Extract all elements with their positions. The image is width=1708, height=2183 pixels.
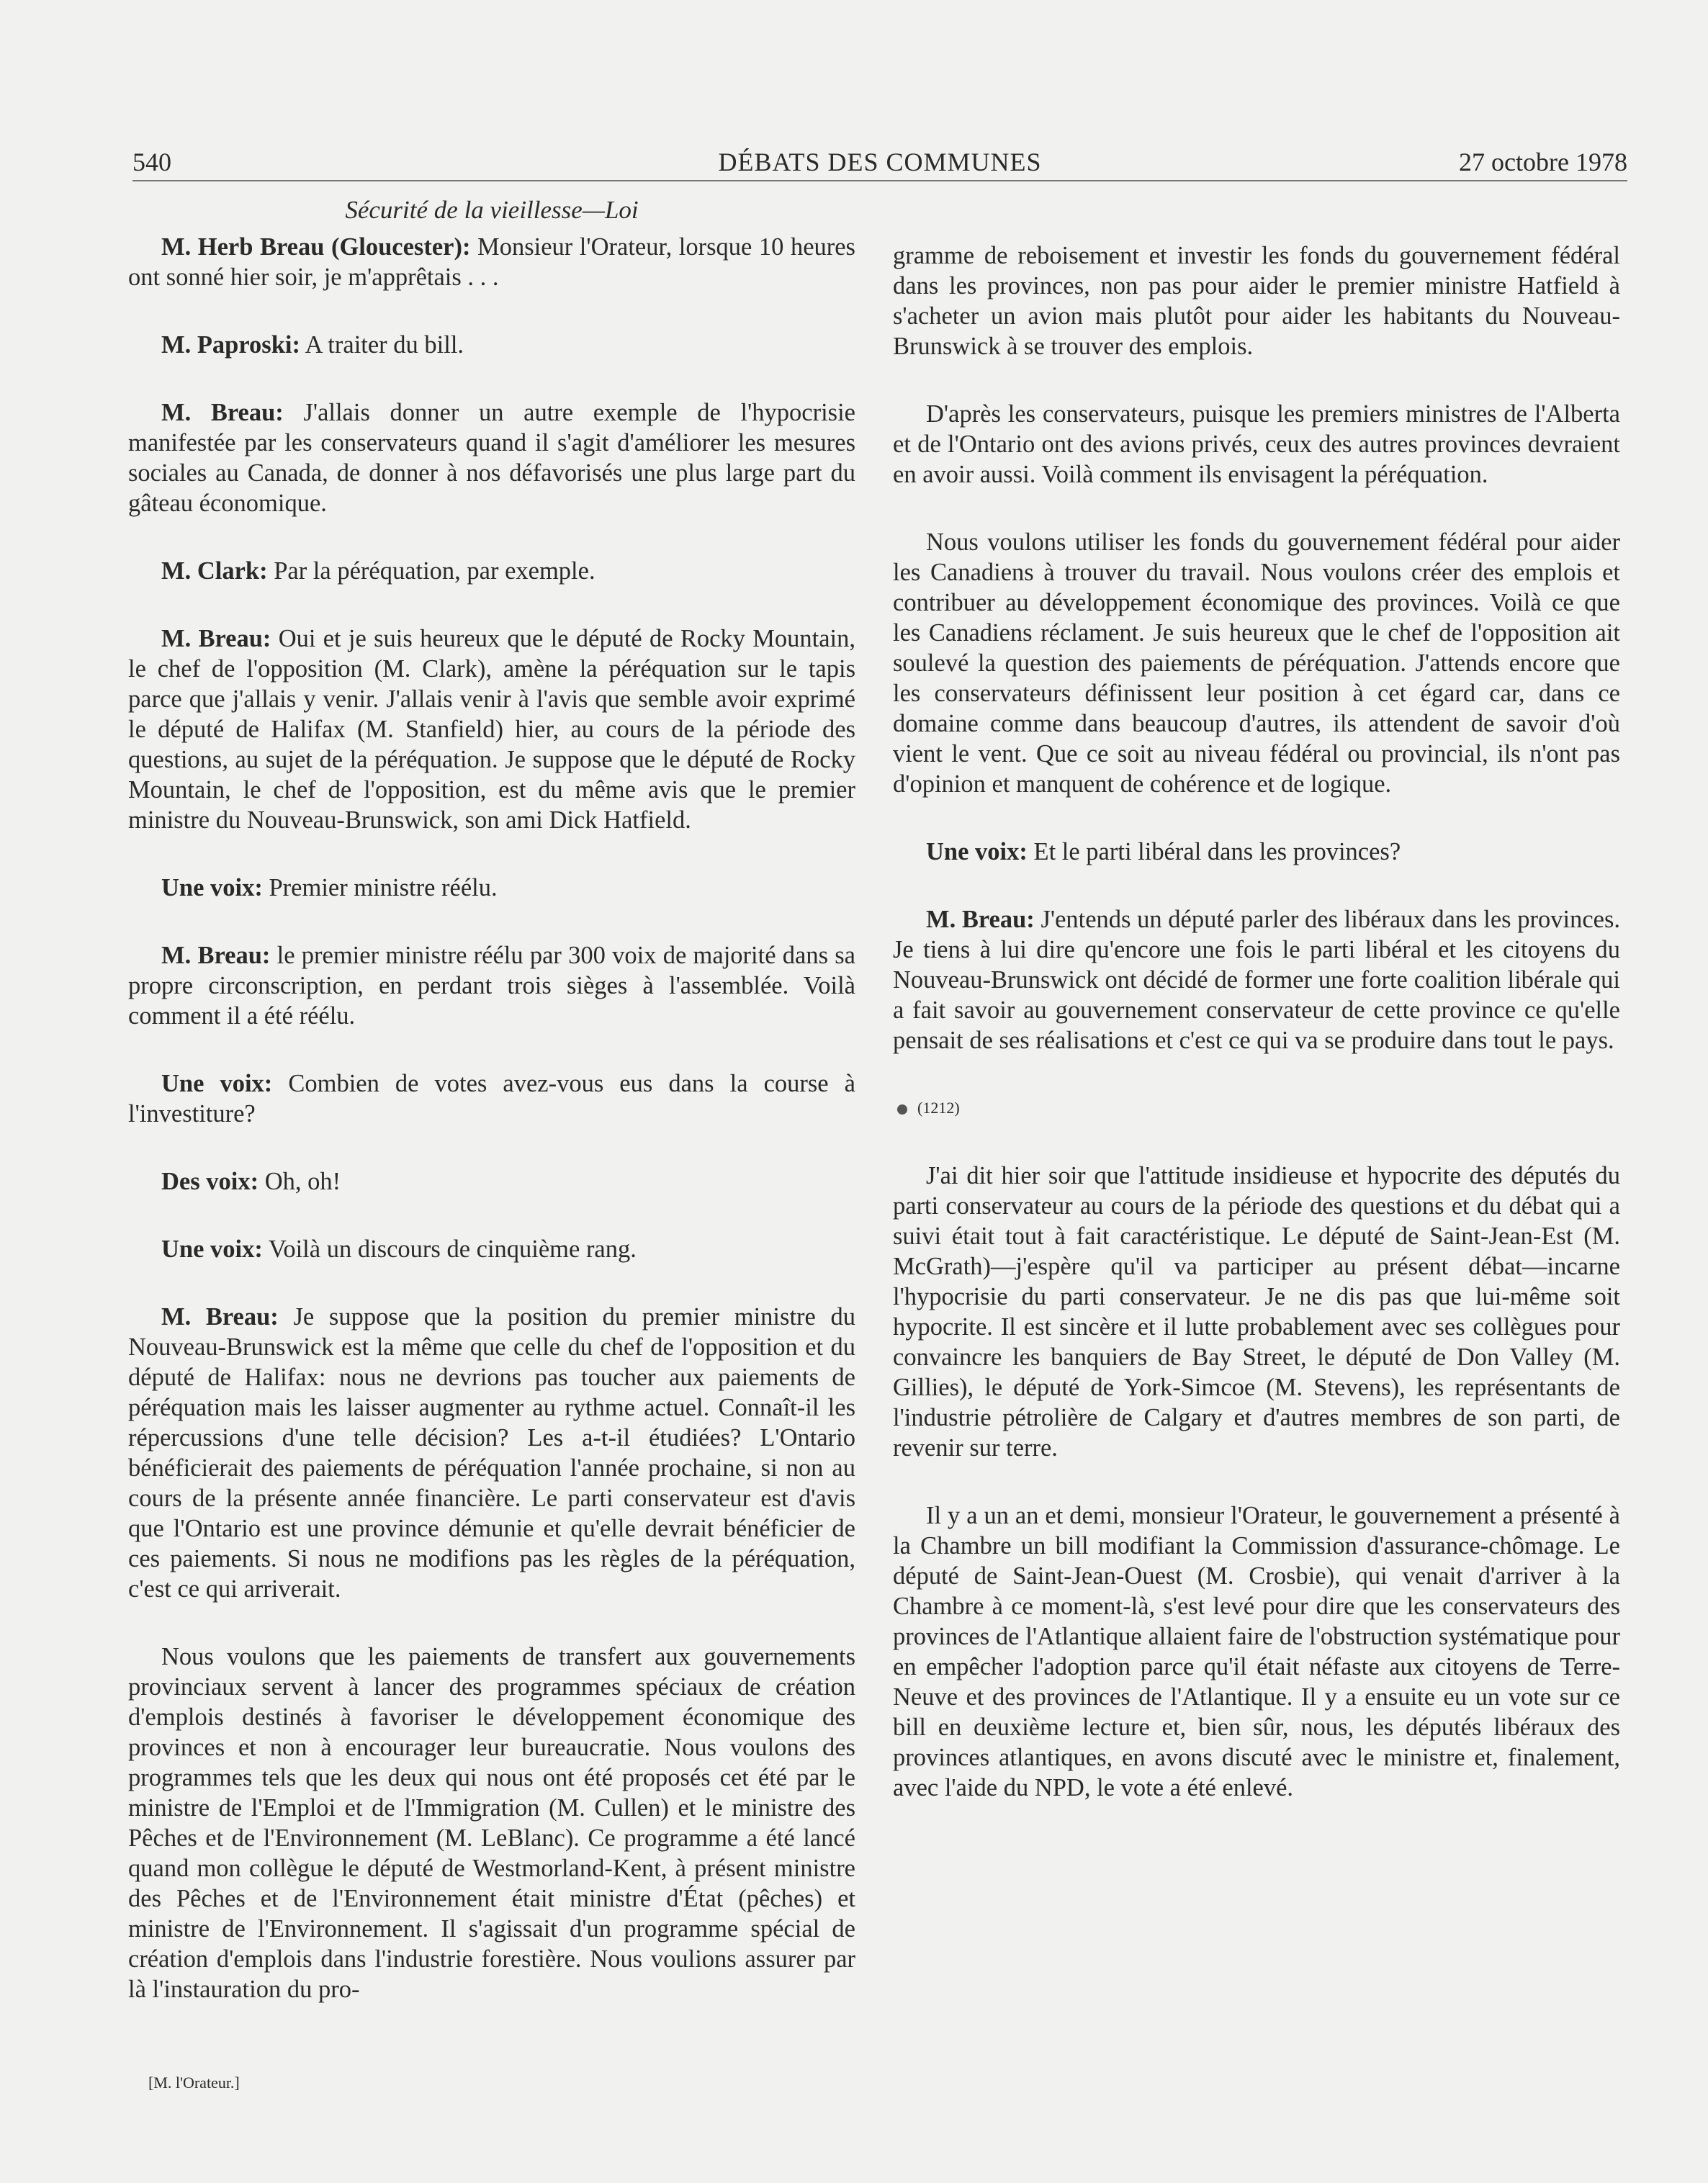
paragraph — [128, 397, 855, 518]
paragraph — [893, 399, 1620, 490]
speaker-name: M. Clark: — [161, 557, 268, 585]
paragraph — [128, 1234, 855, 1264]
paragraph — [128, 232, 855, 292]
left-paragraphs — [128, 232, 855, 2004]
paragraph — [128, 556, 855, 586]
publication-title: DÉBATS DES COMMUNES — [718, 148, 1042, 176]
time-marker — [893, 1093, 1620, 1123]
paragraph-text: Voilà un discours de cinquième rang. — [262, 1235, 637, 1263]
paragraph-text: Premier ministre réélu. — [262, 874, 498, 901]
speaker-name: M. Breau: — [161, 1303, 279, 1331]
paragraph-text: A traiter du bill. — [300, 331, 464, 359]
paragraph-text: le premier ministre réélu par 300 voix de majorité dans sa propre circonscription, en perdant trois sièges à l'assemblée. Voilà comment il a été réélu. — [128, 942, 855, 1030]
paragraph-text: Combien de votes avez-vous eus dans la course à l'investiture? — [128, 1070, 855, 1127]
paragraph — [128, 624, 855, 835]
page-header — [132, 140, 1627, 184]
paragraph-text: J'allais donner un autre exemple de l'hypocrisie manifestée par les conservateurs quand il s'agit d'améliorer les mesures sociales au Canada, de donner à nos défavorisés une plus large part du gâteau économique. — [128, 399, 855, 517]
speaker-name: Une voix: — [161, 1070, 273, 1097]
paragraph — [128, 940, 855, 1031]
speaker-name: M. Breau: — [926, 906, 1035, 933]
speaker-name: Une voix: — [161, 874, 263, 901]
right-paragraphs-after — [893, 1161, 1620, 1803]
paragraph-text: J'ai dit hier soir que l'attitude insidieuse et hypocrite des députés du parti conservateur au cours de la période des questions et du débat qui a suivi était tout à fait caractéristique. Le député de Saint-Jean-Est (M. McGrath)—j'espère qu'il va participer au présent débat—incarne l'hypocrisie du parti conservateur. Je ne dis pas que lui-même soit hypocrite. Il est sincère et il lutte probablement avec ses collègues pour convaincre les banquiers de Bay Street, le député de Don Valley (M. Gillies), le député de York-Simcoe (M. Stevens), les représentants de l'industrie pétrolière de Calgary et d'autres membres de son parti, de revenir sur terre. — [893, 1162, 1620, 1462]
speaker-name: M. Breau: — [161, 625, 271, 652]
paragraph-text: Il y a un an et demi, monsieur l'Orateur, le gouvernement a présenté à la Chambre un bill modifiant la Commission d'assurance-chômage. Le député de Saint-Jean-Ouest (M. Crosbie), qui venait d'arriver à la Chambre à ce moment-là, s'est levé pour dire que les conservateurs des provinces de l'Atlantique allaient faire de l'obstruction systématique pour en empêcher l'adoption parce qu'il était néfaste aux citoyens de Terre-Neuve et des provinces de l'Atlantique. Il y a ensuite eu un vote sur ce bill en deuxième lecture et, bien sûr, nous, les députés libéraux des provinces atlantiques, en avons discuté avec le ministre et, finalement, avec l'aide du NPD, le vote a été enlevé. — [893, 1502, 1620, 1801]
paragraph-text: Nous voulons que les paiements de transfert aux gouvernements provinciaux servent à lancer des programmes spéciaux de création d'emplois destinés à favoriser le développement économique des provinces et non à encourager leur bureaucratie. Nous voulons des programmes tels que les deux qui nous ont été proposés cet été par le ministre de l'Emploi et de l'Immigration (M. Cullen) et le ministre des Pêches et de l'Environnement (M. LeBlanc). Ce programme a été lancé quand mon collègue le député de Westmorland-Kent, à présent ministre des Pêches et de l'Environnement était ministre d'État (pêches) et ministre de l'Environnement. Il s'agissait d'un programme spécial de création d'emplois dans l'industrie forestière. Nous voulions assurer par là l'instauration du pro- — [128, 1643, 855, 2003]
left-column — [128, 194, 855, 2042]
speaker-name: M. Breau: — [161, 942, 271, 969]
paragraph — [893, 527, 1620, 799]
paragraph — [128, 1068, 855, 1129]
paragraph — [128, 1642, 855, 2004]
paragraph-text: Je suppose que la position du premier ministre du Nouveau-Brunswick est la même que celle du chef de l'opposition et du député de Halifax: nous ne devrions pas toucher aux paiements de péréquation mais les laisser augmenter au rythme actuel. Connaît-il les répercussions d'une telle décision? Les a-t-il étudiées? L'Ontario bénéficierait des paiements de péréquation l'année prochaine, si non au cours de la présente année financière. Le parti conservateur est d'avis que l'Ontario est une province démunie et qu'elle devrait bénéficier de ces paiements. Si nous ne modifions pas les règles de la péréquation, c'est ce qui arriverait. — [128, 1303, 855, 1603]
paragraph — [128, 330, 855, 360]
paragraph — [128, 1302, 855, 1604]
paragraph — [893, 904, 1620, 1056]
paragraph-text: D'après les conservateurs, puisque les premiers ministres de l'Alberta et de l'Ontario ont des avions privés, ceux des autres provinces devraient en avoir aussi. Voilà comment ils envisagent la péréquation. — [893, 400, 1620, 488]
paragraph-text: Par la péréquation, par exemple. — [267, 557, 595, 585]
speaker-name: M. Breau: — [161, 399, 284, 426]
paragraph-text: J'entends un député parler des libéraux dans les provinces. Je tiens à lui dire qu'encore une fois le parti libéral et les citoyens du Nouveau-Brunswick ont décidé de former une forte coalition libérale qui a fait savoir au gouvernement conservateur de cette province ce qu'elle pensait de ses réalisations et c'est ce qui va se produire dans tout le pays. — [893, 906, 1620, 1054]
paragraph — [893, 837, 1620, 867]
time-marker-label: (1212) — [917, 1099, 960, 1117]
paragraph — [893, 1500, 1620, 1803]
continued-paragraph: gramme de reboisement et investir les fonds du gouvernement fédéral dans les provinces, non pas pour aider le premier ministre Hatfield à s'acheter un avion mais plutôt pour aider les habitants du Nouveau-Brunswick à se trouver des emplois. — [893, 242, 1620, 360]
bullet-icon — [897, 1104, 907, 1115]
paragraph-text: Nous voulons utiliser les fonds du gouvernement fédéral pour aider les Canadiens à trouver du travail. Nous voulons créer des emplois et contribuer au développement économique des provinces. Voilà ce que les Canadiens réclament. Je suis heureux que le chef de l'opposition ait soulevé la question des paiements de péréquation. J'attends encore que les conservateurs définissent leur position à cet égard car, dans ce domaine comme dans beaucoup d'autres, ils attendent de savoir d'où vient le vent. Que ce soit au niveau fédéral ou provincial, ils n'ont pas d'opinion et manquent de cohérence et de logique. — [893, 528, 1620, 798]
header-rule — [132, 180, 1627, 181]
page-number: 540 — [132, 148, 171, 176]
paragraph-text: Monsieur l'Orateur, lorsque 10 heures ont sonné hier soir, je m'apprêtais . . . — [128, 233, 855, 291]
paragraph-text: Et le parti libéral dans les provinces? — [1027, 838, 1401, 865]
publication-date: 27 octobre 1978 — [1459, 148, 1627, 176]
section-subheading: Sécurité de la vieillesse—Loi — [345, 196, 639, 224]
paragraph-text: Oh, oh! — [259, 1168, 341, 1195]
paragraph — [893, 1161, 1620, 1463]
page-footer: [M. l'Orateur.] — [148, 2074, 240, 2092]
right-column — [893, 240, 1620, 1840]
paragraph-text: Oui et je suis heureux que le député de Rocky Mountain, le chef de l'opposition (M. Clark), amène la péréquation sur le tapis parce que j'allais y venir. J'allais venir à l'avis que semble avoir exprimé le député de Halifax (M. Stanfield) hier, au cours de la période des questions, au sujet de la péréquation. Je suppose que le député de Rocky Mountain, le chef de l'opposition, est du même avis que le premier ministre du Nouveau-Brunswick, son ami Dick Hatfield. — [128, 625, 855, 834]
speaker-name: Une voix: — [161, 1235, 263, 1263]
paragraph — [128, 873, 855, 903]
speaker-name: M. Paproski: — [161, 331, 300, 359]
paragraph — [128, 1166, 855, 1197]
right-paragraphs — [893, 399, 1620, 1056]
speaker-name: M. Herb Breau (Gloucester): — [161, 233, 471, 261]
speaker-name: Une voix: — [926, 838, 1028, 865]
speaker-name: Des voix: — [161, 1168, 259, 1195]
